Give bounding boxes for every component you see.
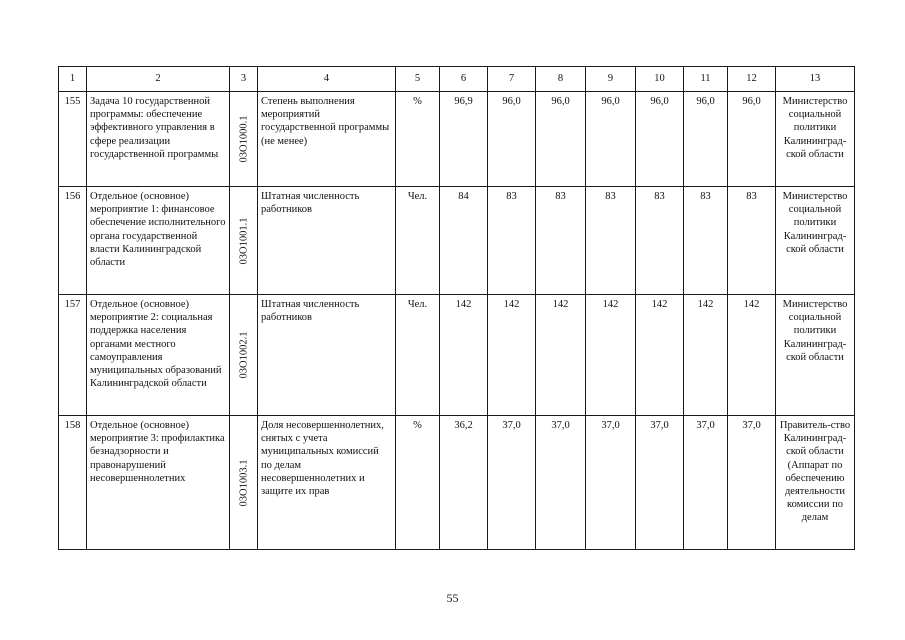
row-executor: Правитель-ство Калининград-ской области (Аппарат по обеспечению деятельности комиссии по делам [776,416,855,550]
page-number: 55 [446,591,459,605]
row-value: 142 [684,295,728,416]
table-row [59,187,855,295]
header-cell: 10 [636,67,684,92]
row-value: 142 [728,295,776,416]
row-value: 96,0 [684,92,728,187]
row-value: 142 [536,295,586,416]
row-value: 96,0 [586,92,636,187]
row-executor: Министерство социальной политики Калининград-ской области [776,92,855,187]
row-name: Задача 10 государственной программы: обеспечение эффективного управления в сфере реализации государственной программы [87,92,230,187]
row-value: 142 [440,295,488,416]
row-indicator: Штатная численность работников [258,295,396,416]
row-value: 37,0 [636,416,684,550]
row-code [230,187,258,295]
row-number: 158 [59,416,87,550]
row-indicator: Доля несовершеннолетних, снятых с учета муниципальных комиссий по делам несовершеннолетних и защите их прав [258,416,396,550]
header-cell: 5 [396,67,440,92]
row-name: Отдельное (основное) мероприятие 1: финансовое обеспечение исполнительного органа государственной власти Калининградской области [87,187,230,295]
table-row [59,416,855,550]
row-value: 84 [440,187,488,295]
row-value: 96,0 [536,92,586,187]
row-value: 37,0 [488,416,536,550]
row-value: 96,9 [440,92,488,187]
row-value: 142 [586,295,636,416]
row-unit: Чел. [396,295,440,416]
row-value: 142 [488,295,536,416]
row-indicator: Штатная численность работников [258,187,396,295]
row-value: 83 [586,187,636,295]
header-cell: 12 [728,67,776,92]
row-code-text: 03О1000.1 [237,115,249,163]
row-code-text: 03О1003.1 [237,459,249,506]
row-name: Отдельное (основное) мероприятие 2: социальная поддержка населения органами местного самоуправления муниципальных образований Калининградской области [87,295,230,416]
row-unit: % [396,416,440,550]
row-unit: Чел. [396,187,440,295]
header-cell: 1 [59,67,87,92]
header-cell: 8 [536,67,586,92]
row-value: 83 [488,187,536,295]
table-row [59,295,855,416]
row-value: 96,0 [636,92,684,187]
header-cell: 3 [230,67,258,92]
row-unit: % [396,92,440,187]
header-cell: 2 [87,67,230,92]
row-code [230,416,258,550]
row-code [230,295,258,416]
row-value: 96,0 [488,92,536,187]
row-code [230,92,258,187]
row-value: 83 [728,187,776,295]
row-value: 83 [684,187,728,295]
header-cell: 13 [776,67,855,92]
row-number: 156 [59,187,87,295]
header-cell: 9 [586,67,636,92]
row-executor: Министерство социальной политики Калининград-ской области [776,295,855,416]
header-cell: 6 [440,67,488,92]
row-value: 37,0 [586,416,636,550]
row-value: 142 [636,295,684,416]
row-number: 155 [59,92,87,187]
indicators-table [58,66,855,550]
row-value: 36,2 [440,416,488,550]
row-code-text: 03О1002.1 [237,331,249,379]
row-executor: Министерство социальной политики Калининград-ской области [776,187,855,295]
header-row [59,67,855,92]
row-value: 37,0 [728,416,776,550]
row-code-text: 03О1001.1 [237,217,249,264]
row-value: 96,0 [728,92,776,187]
header-cell: 4 [258,67,396,92]
header-cell: 7 [488,67,536,92]
header-cell: 11 [684,67,728,92]
table-row [59,92,855,187]
row-value: 37,0 [684,416,728,550]
row-indicator: Степень выполнения мероприятий государственной программы (не менее) [258,92,396,187]
row-name: Отдельное (основное) мероприятие 3: профилактика безнадзорности и правонарушений несовершеннолетних [87,416,230,550]
row-value: 37,0 [536,416,586,550]
row-value: 83 [536,187,586,295]
row-number: 157 [59,295,87,416]
row-value: 83 [636,187,684,295]
